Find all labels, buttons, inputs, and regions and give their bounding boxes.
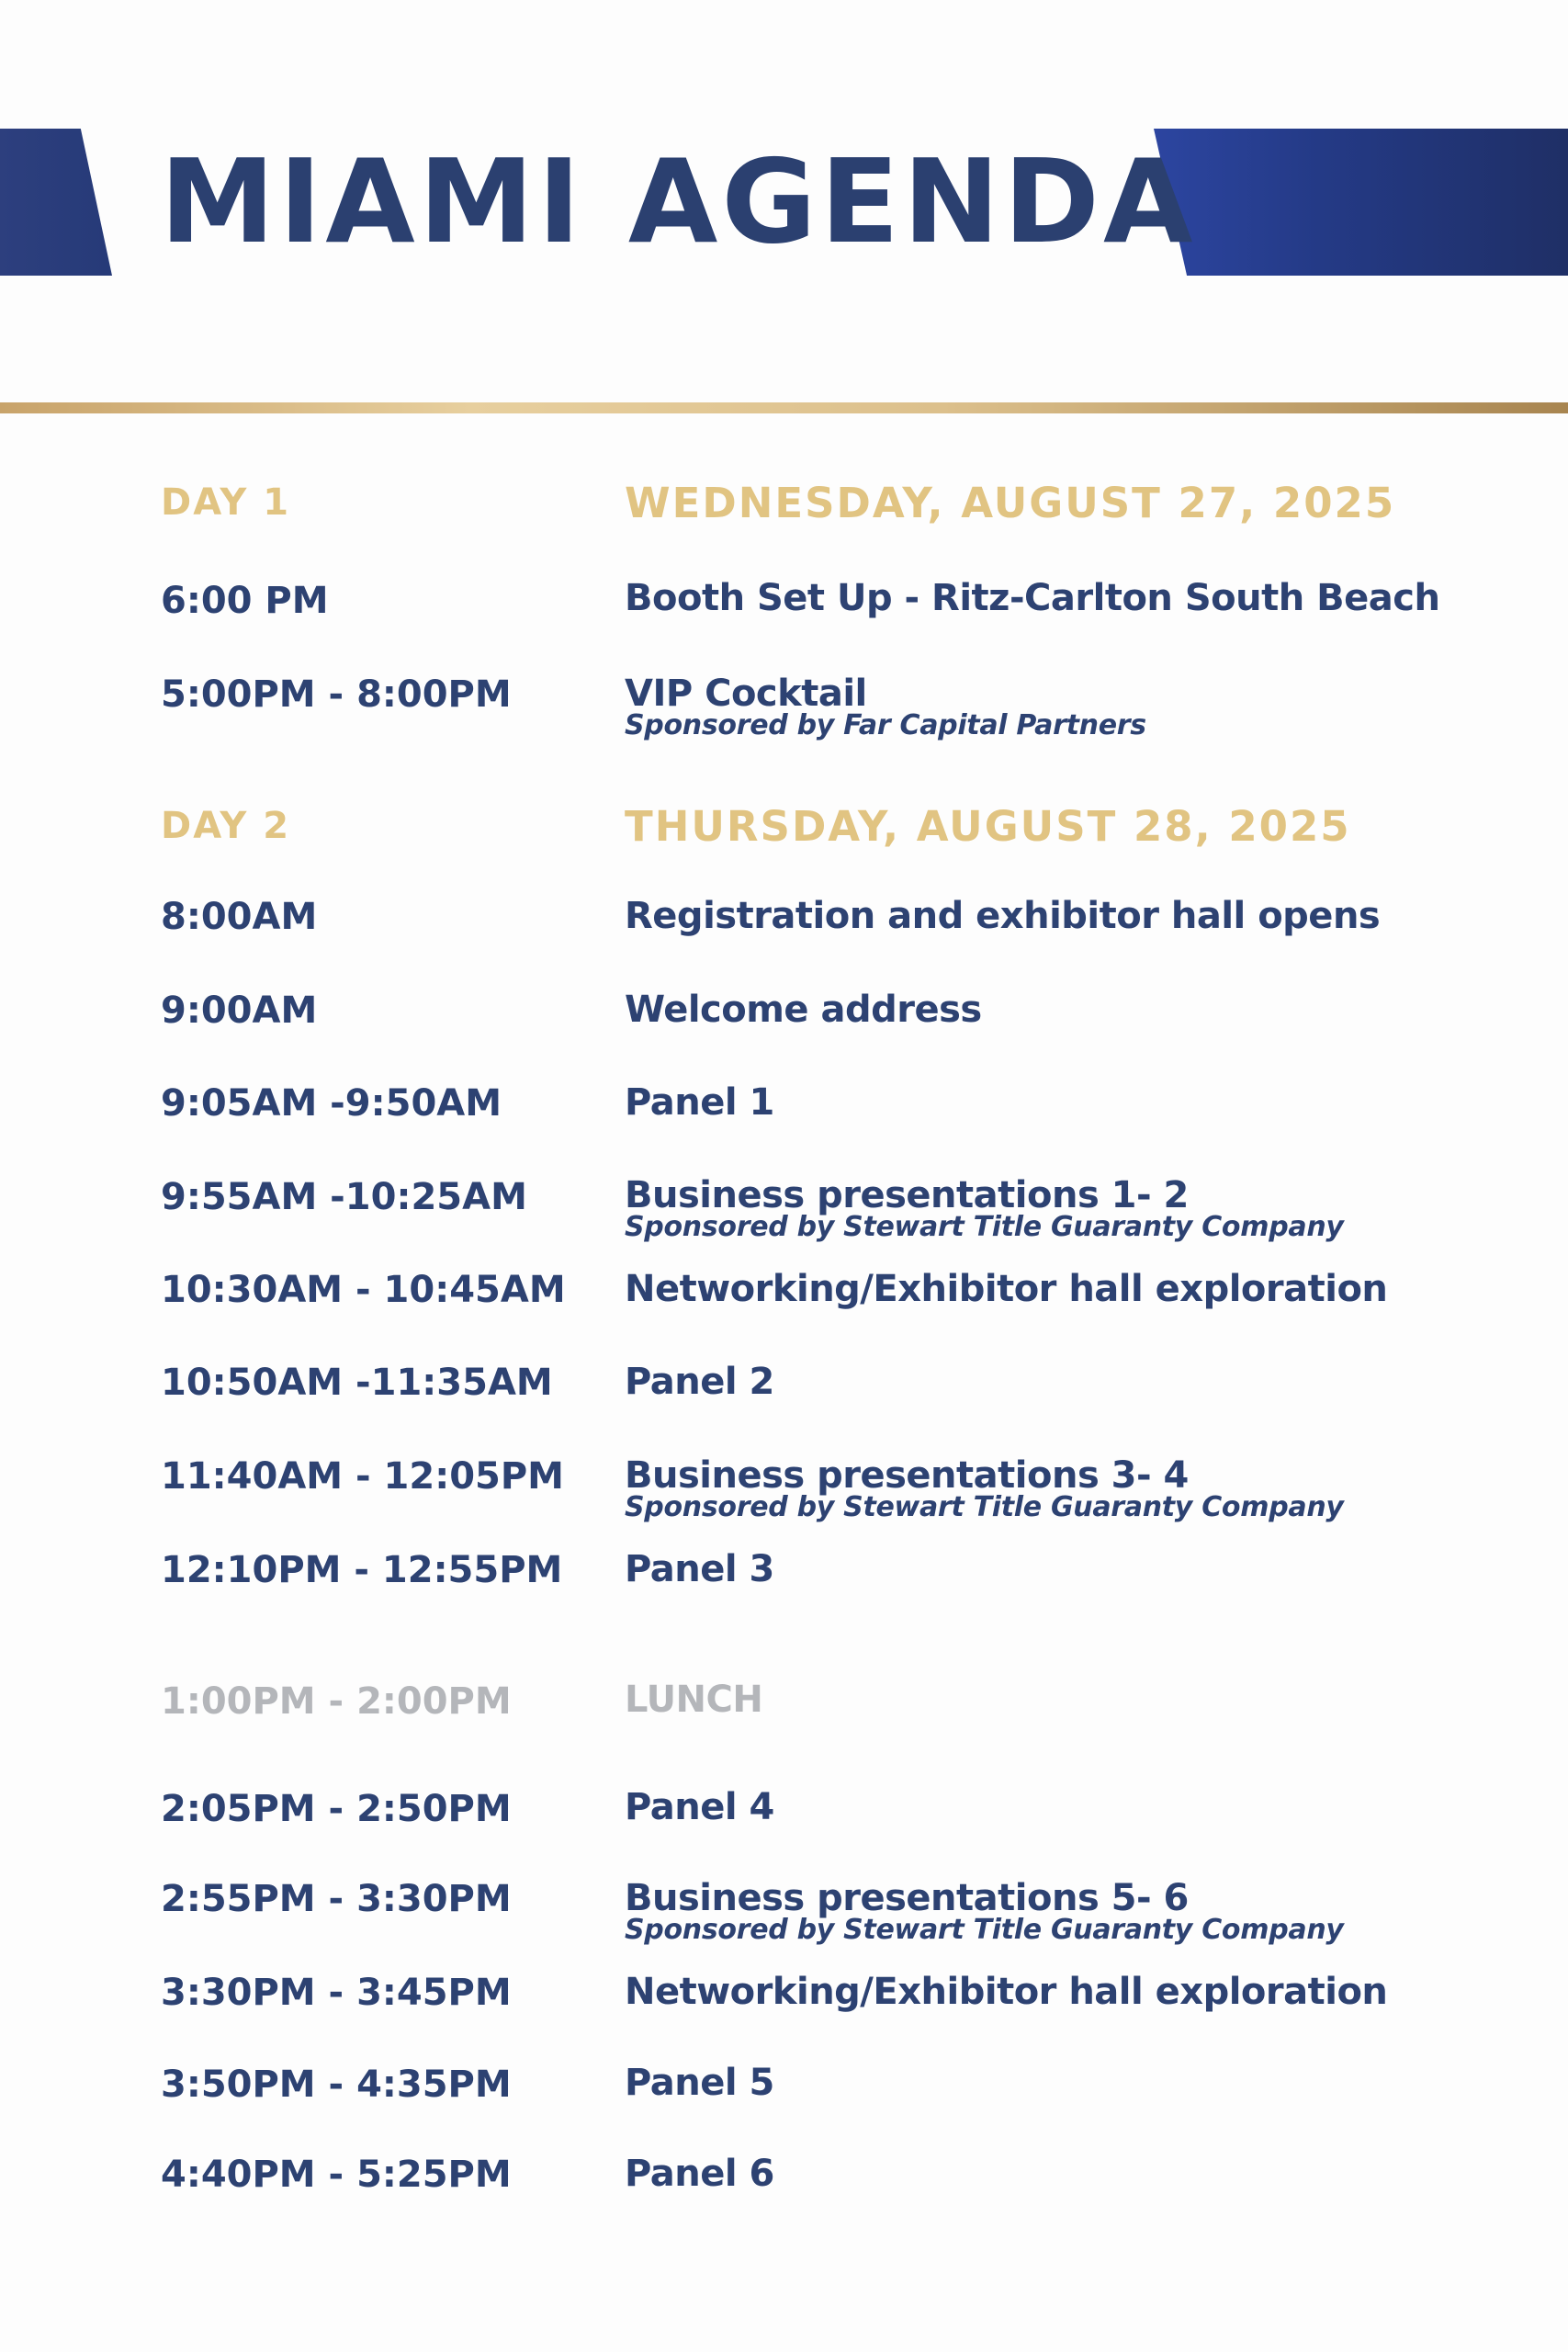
schedule-time: 6:00 PM: [161, 580, 329, 622]
day-2-date: THURSDAY, AUGUST 28, 2025: [625, 802, 1351, 851]
schedule-time: 2:55PM - 3:30PM: [161, 1878, 512, 1920]
schedule-event: [625, 2152, 774, 2196]
day-1-date: WEDNESDAY, AUGUST 27, 2025: [625, 479, 1396, 527]
schedule-event: [625, 576, 1439, 620]
event-name: Networking/Exhibitor hall exploration: [625, 1971, 1388, 2013]
day-1-label: DAY 1: [161, 481, 291, 524]
schedule-time: 10:30AM - 10:45AM: [161, 1269, 566, 1311]
event-sponsor: Sponsored by Stewart Title Guaranty Company: [625, 1211, 1344, 1243]
event-sponsor: Sponsored by Far Capital Partners: [625, 709, 1146, 741]
schedule-event: [625, 988, 982, 1032]
schedule-event: [625, 894, 1380, 938]
schedule-time: 3:30PM - 3:45PM: [161, 1972, 512, 2014]
schedule-time: 9:05AM -9:50AM: [161, 1082, 502, 1125]
schedule-event: [625, 1080, 774, 1125]
schedule-event: [625, 1547, 774, 1591]
schedule-event: [625, 2061, 774, 2105]
event-name: Panel 2: [625, 1361, 774, 1403]
schedule-event: [625, 1970, 1387, 2014]
schedule-time: 3:50PM - 4:35PM: [161, 2064, 512, 2106]
header-banner-right: [1154, 129, 1568, 276]
schedule-time: 9:55AM -10:25AM: [161, 1176, 527, 1218]
schedule-time: 2:05PM - 2:50PM: [161, 1788, 512, 1830]
schedule-event: [625, 1360, 774, 1404]
event-sponsor: Sponsored by Stewart Title Guaranty Company: [625, 1491, 1344, 1523]
page-title: MIAMI AGENDA: [160, 134, 1197, 269]
event-name: Panel 5: [625, 2062, 774, 2104]
event-name: Panel 4: [625, 1786, 774, 1828]
schedule-event: [625, 672, 1146, 740]
lunch-label: [625, 1678, 762, 1722]
event-name: Registration and exhibitor hall opens: [625, 895, 1381, 937]
event-name: Panel 6: [625, 2153, 774, 2195]
schedule-event: [625, 1876, 1344, 1944]
schedule-time: 8:00AM: [161, 896, 318, 938]
lunch-time: 1:00PM - 2:00PM: [161, 1680, 512, 1723]
schedule-event: [625, 1267, 1387, 1311]
header-banner-left: [0, 129, 112, 276]
event-name: Business presentations 3- 4: [625, 1454, 1189, 1497]
event-name: Networking/Exhibitor hall exploration: [625, 1268, 1388, 1310]
schedule-time: 11:40AM - 12:05PM: [161, 1455, 564, 1498]
event-sponsor: Sponsored by Stewart Title Guaranty Company: [625, 1914, 1344, 1946]
event-name: Business presentations 5- 6: [625, 1877, 1189, 1919]
event-name: Booth Set Up - Ritz-Carlton South Beach: [625, 577, 1440, 619]
event-name: Panel 3: [625, 1548, 774, 1590]
event-name: Welcome address: [625, 989, 982, 1031]
schedule-time: 5:00PM - 8:00PM: [161, 673, 512, 716]
schedule-event: [625, 1453, 1344, 1521]
event-name: VIP Cocktail: [625, 673, 867, 715]
schedule-time: 12:10PM - 12:55PM: [161, 1549, 563, 1591]
schedule-event: [625, 1785, 774, 1829]
schedule-time: 9:00AM: [161, 989, 318, 1032]
schedule-event: [625, 1173, 1344, 1241]
event-name: Panel 1: [625, 1081, 774, 1124]
gold-divider: [0, 402, 1568, 413]
event-name: LUNCH: [625, 1679, 763, 1721]
schedule-time: 4:40PM - 5:25PM: [161, 2154, 512, 2196]
schedule-time: 10:50AM -11:35AM: [161, 1362, 553, 1404]
event-name: Business presentations 1- 2: [625, 1174, 1189, 1216]
day-2-label: DAY 2: [161, 805, 291, 847]
